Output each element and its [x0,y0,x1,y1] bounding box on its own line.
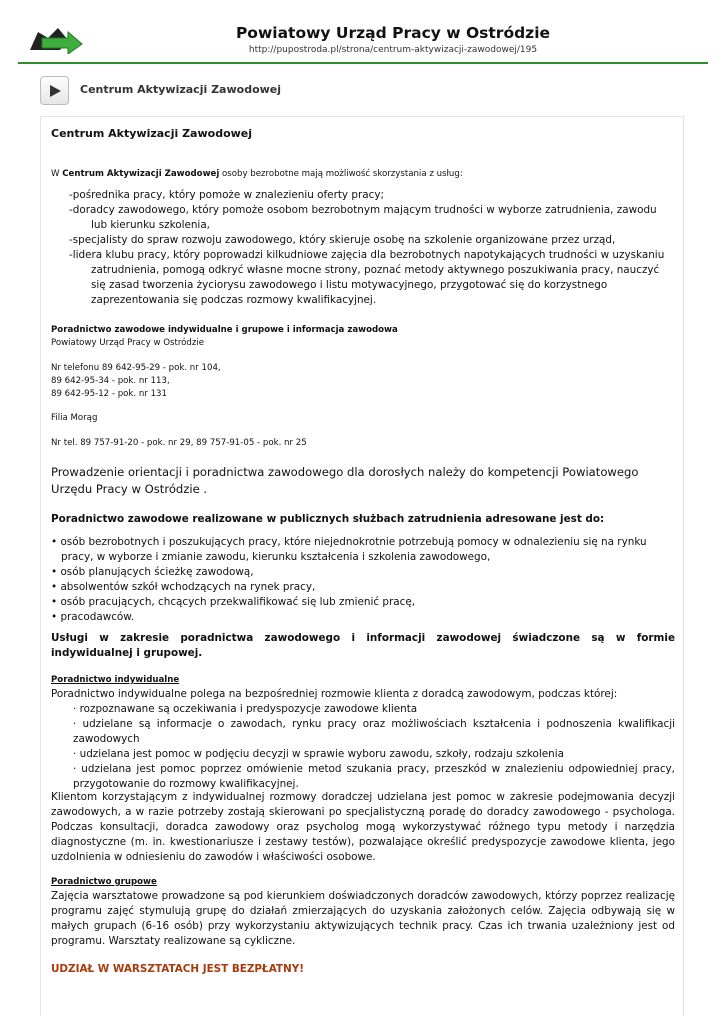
site-url: http://pupostroda.pl/strona/centrum-aktywizacji-zawodowej/195 [248,45,538,55]
content-panel [40,116,684,1016]
target-heading: Poradnictwo zawodowe realizowane w publicznych służbach zatrudnienia adresowane jest do: [51,513,605,525]
page-head [40,76,680,106]
intro [51,168,463,180]
intro-suffix: osoby bezrobotne mają możliwość skorzystania z usług: [219,169,463,179]
list-item: • pracodawców. [51,611,135,623]
contact-office: Powiatowy Urząd Pracy w Ostródzie [51,338,205,348]
target-list [51,535,675,625]
branch-phone: Nr tel. 89 757-91-20 - pok. nr 29, 89 757-91-05 - pok. nr 25 [51,438,307,448]
list-item: -pośrednika pracy, który pomoże w znalezieniu oferty pracy; [69,189,384,201]
article-title: Centrum Aktywizacji Zawodowej [51,127,253,140]
site-header [18,14,708,64]
page-head-title: Centrum Aktywizacji Zawodowej [80,83,282,96]
branch-name: Filia Morąg [51,413,98,423]
individual-paragraph: Klientom korzystającym z indywidualnej rozmowy doradczej udzielana jest pomoc w zakresie podejmowania decyzji zawodowych, a w razie potrzeby zostają skierowani po specjalistyczną poradę do doradcy zawodowego - psychologa. Podczas konsultacji, doradca zawodowy oraz psycholog mogą wykorzystywać różnego typu metody i narzędzia diagnostyczne (m. in. kwestionariusze i zestawy testów), pozwalające określić predyspozycje zawodowe klienta, jego uzdolnienia w odniesieniu do zawodów i właściwości osobowe. [51,791,675,863]
list-item: • osób planujących ścieżkę zawodową, [51,566,254,578]
list-item: • osób bezrobotnych i poszukujących pracy, które niejednokrotnie potrzebują pomocy w odnalezieniu się na rynku pracy, w wyborze i zmianie zawodu, kierunku kształcenia i szkolenia zawodowego, [51,536,647,563]
contact-heading: Poradnictwo zawodowe indywidualne i grupowe i informacja zawodowa [51,325,398,335]
play-arrow-button[interactable] [40,76,69,105]
list-item: -specjalisty do spraw rozwoju zawodowego, który skieruje osobę na szkolenie organizowane przez urząd, [69,234,616,246]
list-item: • absolwentów szkół wchodzących na rynek pracy, [51,581,316,593]
services-list [51,188,671,308]
list-item: · udzielane są informacje o zawodach, rynku pracy oraz możliwościach kształcenia i podnoszenia kwalifikacji zawodowych [73,718,675,745]
contact-phone-2: 89 642-95-34 - pok. nr 113, [51,376,170,386]
lead-paragraph: Prowadzenie orientacji i poradnictwa zawodowego dla dorosłych należy do kompetencji Powiatowego Urzędu Pracy w Ostródzie . [51,465,639,496]
contact-phone-3: 89 642-95-12 - pok. nr 131 [51,389,167,399]
list-item: -lidera klubu pracy, który poprowadzi kilkudniowe zajęcia dla bezrobotnych napotykających trudności w uzyskaniu zatrudnienia, pomogą odkryć własne mocne strony, poznać metody aktywnego poszukiwania pracy, nauczyć się zasad tworzenia życiorysu zawodowego i listu motywacyjnego, przygotować się do korzystnego zaprezentowania się podczas rozmowy kwalifikacyjnej. [69,249,665,306]
contact-phone-1: Nr telefonu 89 642-95-29 - pok. nr 104, [51,363,221,373]
list-item: · udzielana jest pomoc poprzez omówienie metod szukania pracy, przeszkód w znalezieniu odpowiedniej pracy, przygotowanie do rozmowy kwalifikacyjnej. [73,763,675,790]
group-paragraph: Zajęcia warsztatowe prowadzone są pod kierunkiem doświadczonych doradców zawodowych, którzy poprzez realizację programu zajęć stymulują grupę do działań zmierzających do uzyskania założonych celów. Zajęcia odbywają się w małych grupach (6-16 osób) przy wykorzystaniu aktywizujących technik pracy. Czas ich trwania uzależniony jest od programu. Warsztaty realizowane są cykliczne. [51,890,675,947]
site-title: Powiatowy Urząd Pracy w Ostródzie [235,24,551,42]
individual-intro: Poradnictwo indywidualne polega na bezpośredniej rozmowie klienta z doradcą zawodowym, podczas której: [51,688,618,700]
individual-list [51,702,675,792]
list-item: • osób pracujących, chcących przekwalifikować się lub zmienić pracę, [51,596,416,608]
free-participation-note: UDZIAŁ W WARSZTATACH JEST BEZPŁATNY! [51,963,304,975]
group-heading: Poradnictwo grupowe [51,877,157,887]
list-item: · udzielana jest pomoc w podjęciu decyzji w sprawie wyboru zawodu, szkoły, rodzaju szkolenia [73,748,564,760]
list-item: · rozpoznawane są oczekiwania i predyspozycje zawodowe klienta [73,703,418,715]
individual-heading: Poradnictwo indywidualne [51,675,180,685]
list-item: -doradcy zawodowego, który pomoże osobom bezrobotnym mającym trudności w wyborze zatrudnienia, zawodu lub kierunku szkolenia, [69,204,657,231]
intro-prefix: W [51,169,63,179]
intro-bold: Centrum Aktywizacji Zawodowej [62,169,220,179]
forms-heading: Usługi w zakresie poradnictwa zawodowego i informacji zawodowej świadczone są w formie indywidualnej i grupowej. [51,632,675,659]
play-arrow-icon [50,85,61,97]
